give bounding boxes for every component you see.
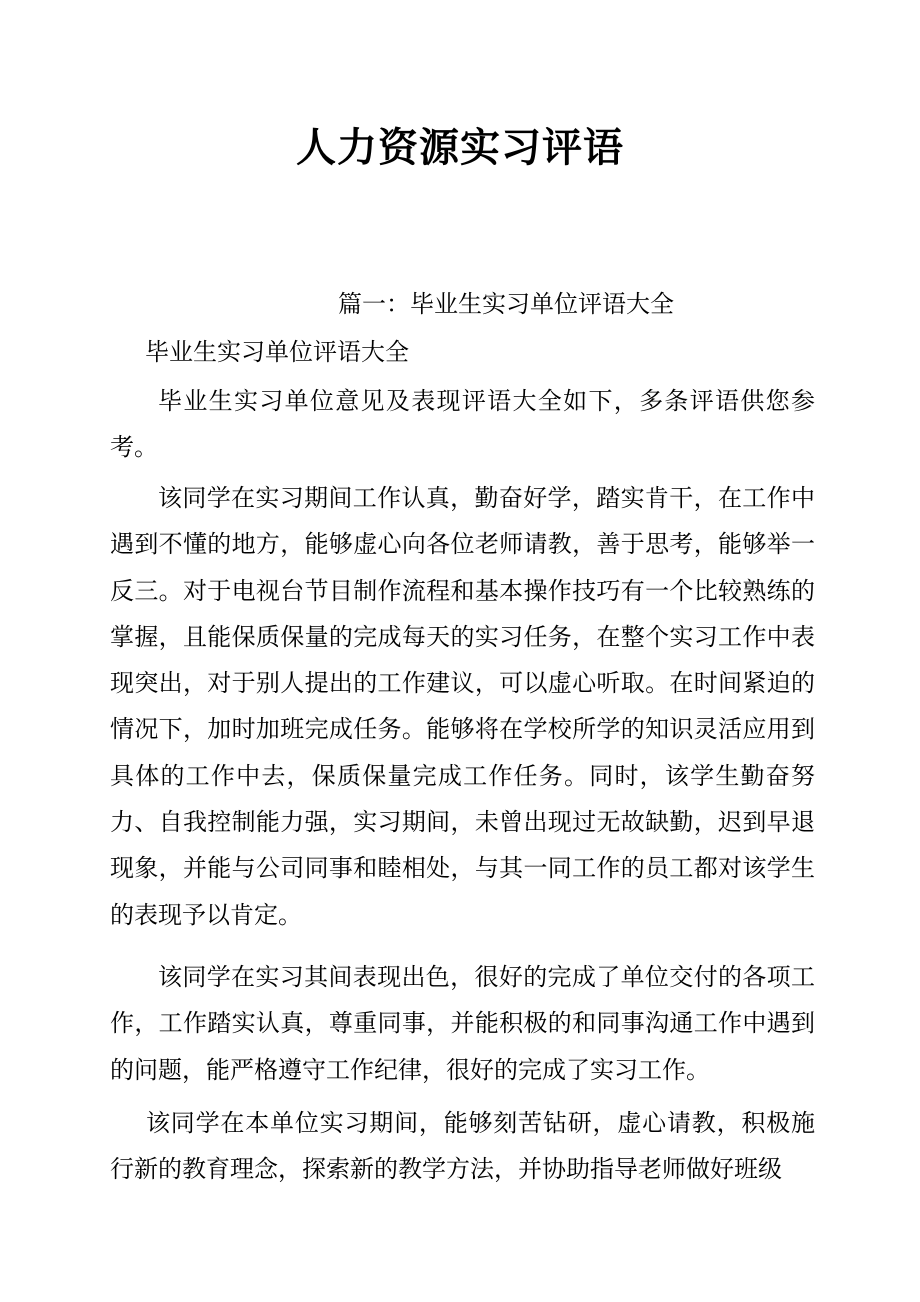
paragraph-intro: 毕业生实习单位意见及表现评语大全如下，多条评语供您参考。 (110, 387, 815, 462)
paragraph-evaluation-2: 该同学在实习其间表现出色，很好的完成了单位交付的各项工作，工作踏实认真，尊重同事，并能积极的和同事沟通工作中遇到的问题，能严格遵守工作纪律，很好的完成了实习工作。 (110, 963, 815, 1084)
paragraph-evaluation-1: 该同学在实习期间工作认真，勤奋好学，踏实肯干，在工作中遇到不懂的地方，能够虚心向各位老师请教，善于思考，能够举一反三。对于电视台节目制作流程和基本操作技巧有一个比较熟练的掌握，且能保质保量的完成每天的实习任务，在整个实习工作中表现突出，对于别人提出的工作建议，可以虚心听取。在时间紧迫的情况下，加时加班完成任务。能够将在学校所学的知识灵活应用到具体的工作中去，保质保量完成工作任务。同时，该学生勤奋努力、自我控制能力强，实习期间，未曾出现过无故缺勤，迟到早退现象，并能与公司同事和睦相处，与其一同工作的员工都对该学生的表现予以肯定。 (110, 484, 815, 929)
section-heading: 篇一：毕业生实习单位评语大全 (338, 290, 674, 318)
sub-heading: 毕业生实习单位评语大全 (145, 338, 409, 366)
page-title: 人力资源实习评语 (296, 124, 624, 171)
paragraph-evaluation-3: 该同学在本单位实习期间，能够刻苦钻研，虚心请教，积极施行新的教育理念，探索新的教学方法，并协助指导老师做好班级 (110, 1109, 815, 1184)
